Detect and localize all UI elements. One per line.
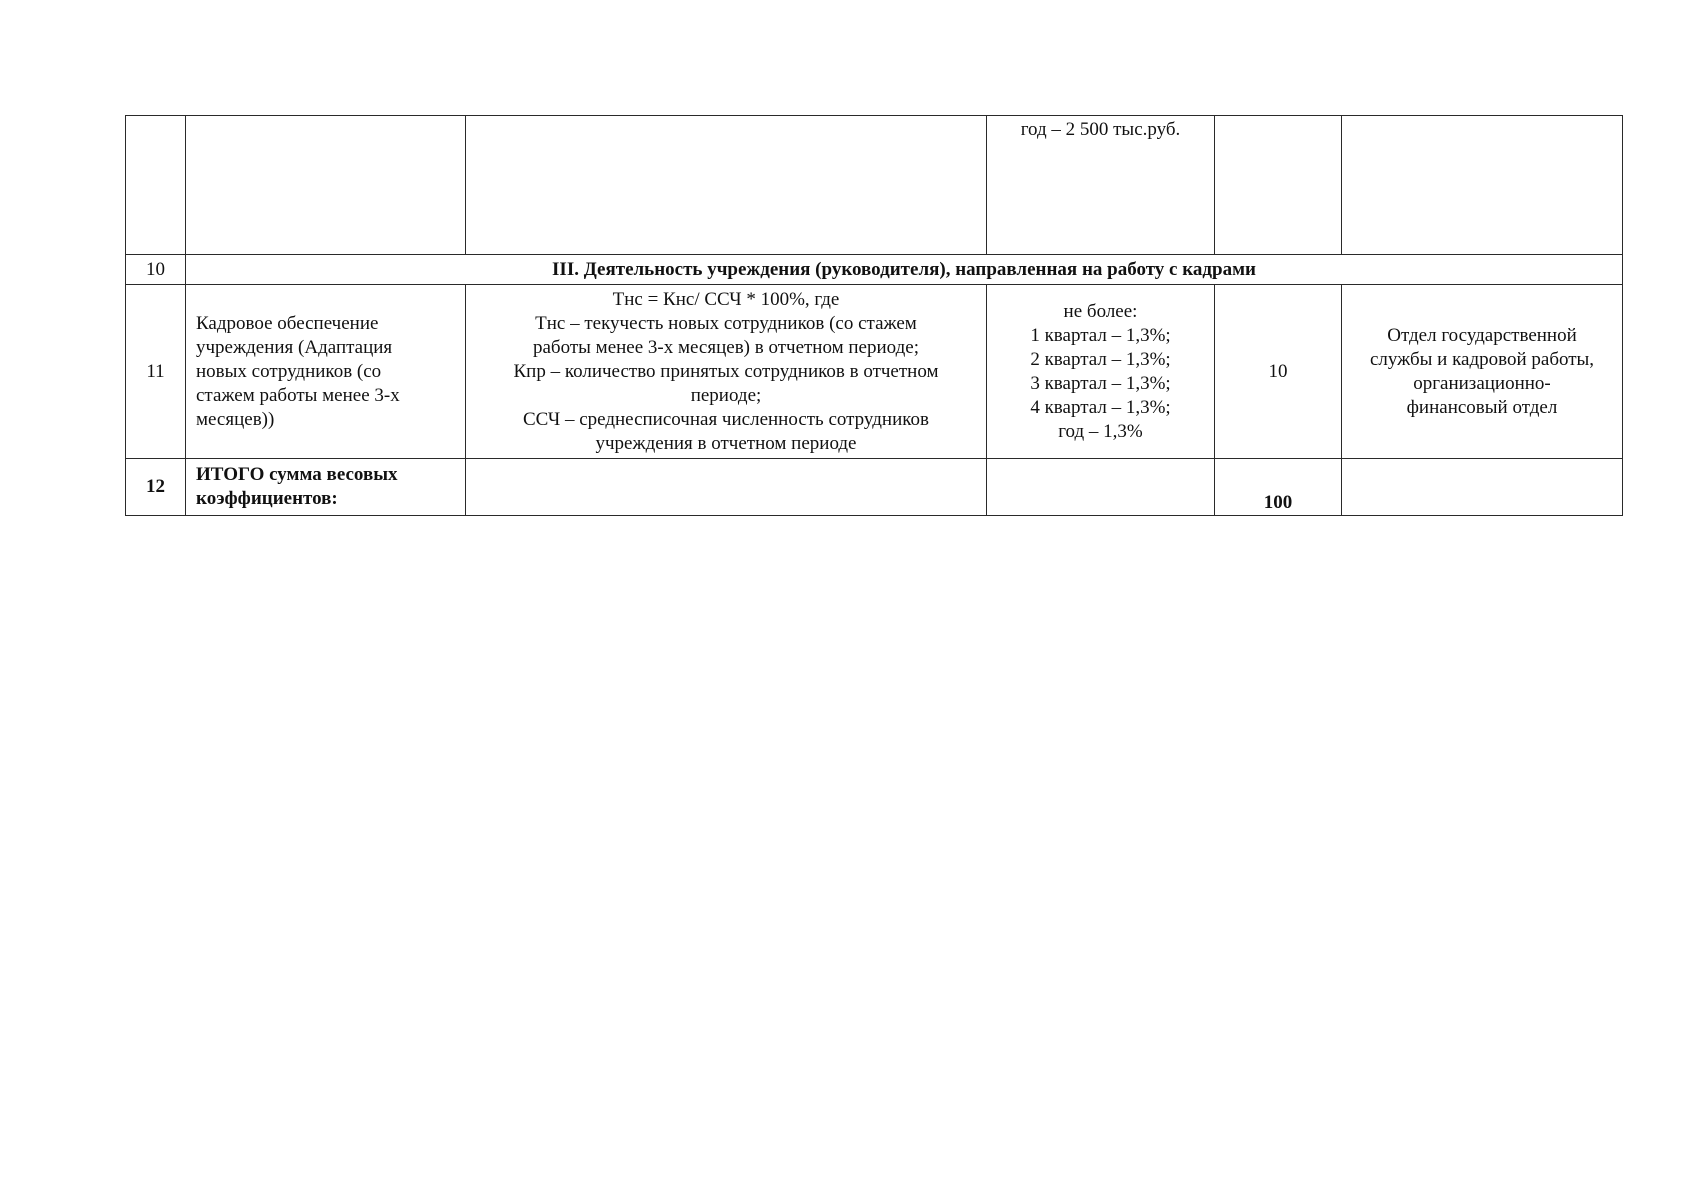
target-line: не более: xyxy=(1063,300,1138,322)
formula-line: Тнс = Кнс/ ССЧ * 100%, где xyxy=(612,288,840,310)
responsible-line: организационно- xyxy=(1413,372,1551,394)
name-line: месяцев)) xyxy=(196,408,275,430)
formula-line: ССЧ – среднесписочная численность сотрудников xyxy=(523,408,929,430)
total-weight: 100 xyxy=(1215,459,1342,516)
name-line: стажем работы менее 3-х xyxy=(196,384,400,406)
total-label-line: коэффициентов: xyxy=(196,488,338,509)
target-line: 1 квартал – 1,3%; xyxy=(1030,324,1171,346)
total-number: 12 xyxy=(126,459,186,516)
table-row-section xyxy=(126,255,1623,285)
item-formula xyxy=(466,285,987,459)
responsible-line: финансовый отдел xyxy=(1406,396,1558,418)
cell-weight xyxy=(1215,116,1342,255)
responsible-line: Отдел государственной xyxy=(1387,324,1577,346)
item-weight: 10 xyxy=(1215,285,1342,459)
total-responsible xyxy=(1342,459,1623,516)
name-line: новых сотрудников (со xyxy=(196,360,382,382)
cell-target xyxy=(987,116,1215,255)
table-row-continuation xyxy=(126,116,1623,255)
cell-number xyxy=(126,116,186,255)
total-label xyxy=(186,459,466,516)
formula-line: Тнс – текучесть новых сотрудников (со стажем xyxy=(535,312,917,334)
item-target xyxy=(987,285,1215,459)
table-row-item-11 xyxy=(126,285,1623,459)
formula-line: Кпр – количество принятых сотрудников в отчетном xyxy=(513,360,939,382)
section-number: 10 xyxy=(126,255,186,285)
formula-line: периоде; xyxy=(690,384,762,406)
total-target xyxy=(987,459,1215,516)
cell-formula xyxy=(466,116,987,255)
target-line: год – 1,3% xyxy=(1058,420,1143,442)
total-formula xyxy=(466,459,987,516)
target-line: 4 квартал – 1,3%; xyxy=(1030,396,1171,418)
item-name xyxy=(186,285,466,459)
item-responsible xyxy=(1342,285,1623,459)
responsible-line: службы и кадровой работы, xyxy=(1369,348,1595,370)
cell-name xyxy=(186,116,466,255)
cell-responsible xyxy=(1342,116,1623,255)
target-text: год – 2 500 тыс.руб. xyxy=(1020,119,1181,140)
section-title: III. Деятельность учреждения (руководителя), направленная на работу с кадрами xyxy=(186,255,1623,285)
formula-line: работы менее 3-х месяцев) в отчетном периоде; xyxy=(533,336,919,358)
name-line: Кадровое обеспечение xyxy=(196,312,379,334)
total-label-line: ИТОГО сумма весовых xyxy=(196,464,398,485)
indicators-table xyxy=(125,115,1623,516)
target-line: 3 квартал – 1,3%; xyxy=(1030,372,1171,394)
table-row-total xyxy=(126,459,1623,516)
item-number: 11 xyxy=(126,285,186,459)
formula-line: учреждения в отчетном периоде xyxy=(595,432,857,454)
name-line: учреждения (Адаптация xyxy=(196,336,393,358)
target-line: 2 квартал – 1,3%; xyxy=(1030,348,1171,370)
